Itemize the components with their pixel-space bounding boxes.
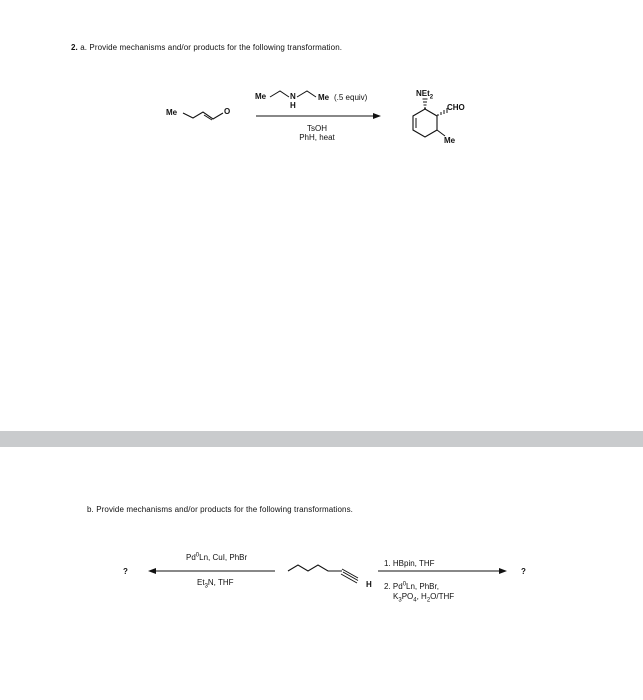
section-divider [0, 431, 643, 447]
alkyne-terminal-h: H [366, 580, 372, 589]
left-product-unknown: ? [123, 567, 128, 576]
reaction-arrow-right-head [499, 568, 507, 574]
reagent-hydrogen: H [290, 101, 296, 110]
left-conditions: $Et_3N$, THF [197, 578, 234, 590]
conditions-a-line2: PhH, heat [299, 133, 335, 142]
reagent-equivalents: (.5 equiv) [334, 93, 368, 102]
product-amine-label: NEt$_2$ [416, 89, 434, 101]
reaction-arrow-left-head [148, 568, 156, 574]
reactant-oxygen-label: O [224, 107, 231, 116]
right-step-1: 1. HBpin, THF [384, 559, 435, 568]
product-ring [413, 109, 437, 137]
conditions-a [290, 124, 344, 142]
right-product-unknown: ? [521, 567, 526, 576]
reagent-methyl-left: Me [255, 92, 267, 101]
alkyne-chain [288, 565, 342, 571]
reagent-left-chain [270, 91, 289, 97]
product-hashed-bond-amine [423, 99, 428, 108]
product-aldehyde-label: CHO [447, 103, 465, 112]
reagent-right-chain [297, 91, 316, 97]
reagent-nitrogen: N [290, 92, 296, 101]
reactant-chain [183, 112, 223, 119]
alkyne-triple-bond-1 [342, 569, 358, 578]
right-step-2: 2. Pd$^0$Ln, PhBr, [384, 581, 439, 591]
reactant-methyl-label: Me [166, 108, 178, 117]
product-methyl-label: Me [444, 136, 456, 145]
instruction-text: a. Provide mechanisms and/or products for the following transformation. [80, 43, 343, 52]
left-reagents: Pd$^0$Ln, CuI, PhBr [186, 552, 248, 562]
reaction-arrow-a-head [373, 113, 381, 119]
right-step-2-conditions: $K_3PO_4$, $H_2O$/THF [393, 592, 455, 604]
product-hashed-bond-aldehyde [438, 108, 447, 116]
question-number: 2. [71, 43, 78, 52]
question-2b-instruction: b. Provide mechanisms and/or products for the following transformations. [87, 505, 353, 514]
reagent-methyl-right: Me [318, 93, 330, 102]
conditions-a-line1: TsOH [307, 124, 327, 133]
